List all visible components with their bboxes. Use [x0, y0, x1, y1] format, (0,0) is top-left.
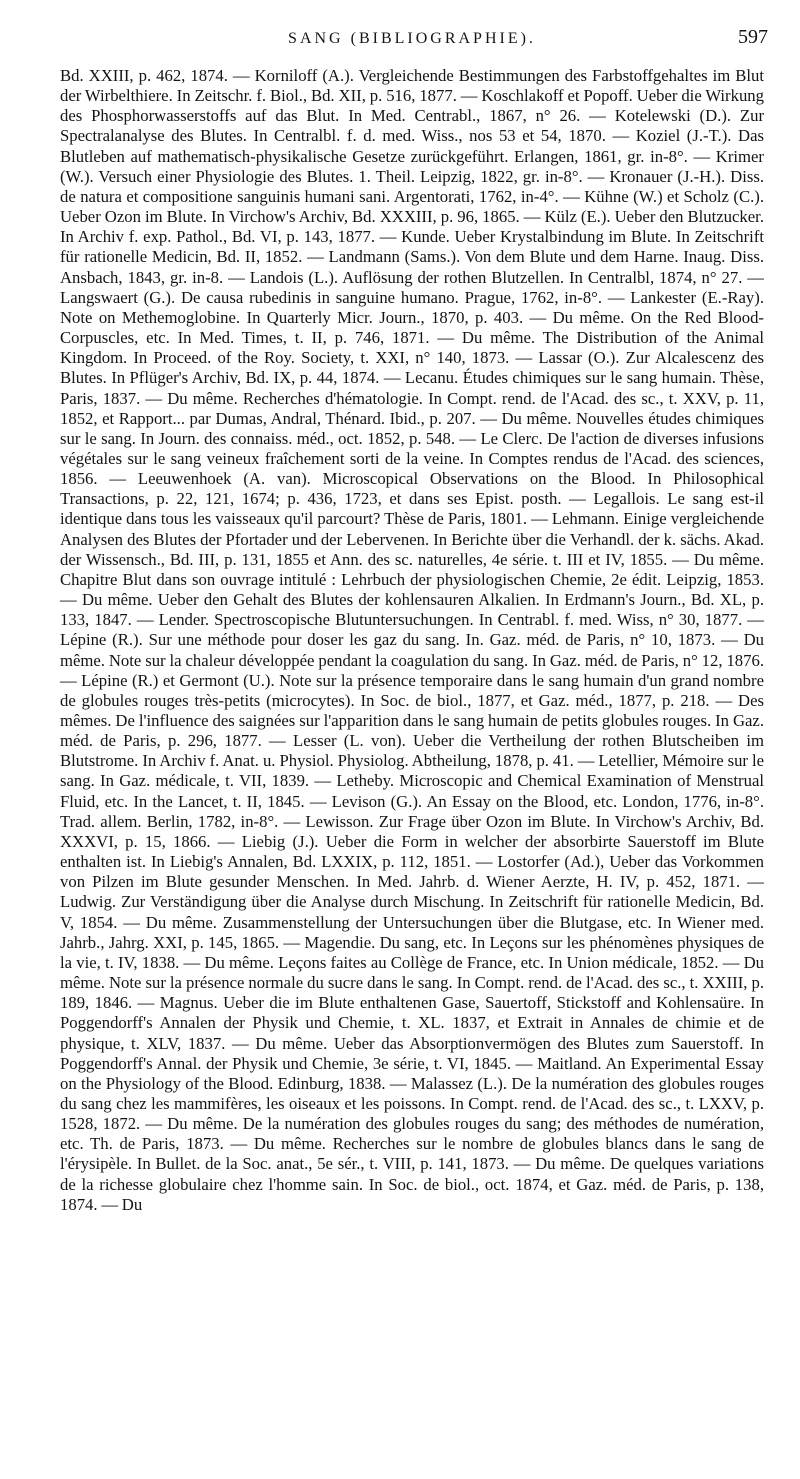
- page-header: [60, 26, 768, 66]
- bibliography-text: [60, 66, 764, 1215]
- page-number: 597: [738, 26, 768, 48]
- running-title: SANG (BIBLIOGRAPHIE).: [288, 30, 536, 47]
- bibliography-paragraph: Bd. XXIII, p. 462, 1874. — Korniloff (A.). Vergleichende Bestimmungen des Farbstoffgehaltes im Blut der Wirbelthiere. In Zeitschr. f. Biol., Bd. XII, p. 516, 1877. — Koschlakoff et Popoff. Ueber die Wirkung des Phosphorwasserstoffs auf das Blut. In Med. Centrabl., 1867, n° 26. — Kotelewski (D.). Zur Spectralanalyse des Blutes. In Centralbl. f. d. med. Wiss., nos 53 et 54, 1870. — Koziel (J.-T.). Das Blutleben auf mathematisch-physikalische Gesetze zurückgeführt. Erlangen, 1861, gr. in-8°. — Krimer (W.). Versuch einer Physiologie des Blutes. 1. Theil. Leipzig, 1822, gr. in-8°. — Kronauer (J.-H.). Diss. de natura et compositione sanguinis humani sani. Argentorati, 1762, in-4°. — Kühne (W.) et Scholz (C.). Ueber Ozon im Blute. In Virchow's Archiv, Bd. XXXIII, p. 96, 1865. — Külz (E.). Ueber den Blutzucker. In Archiv f. exp. Pathol., Bd. VI, p. 143, 1877. — Kunde. Ueber Krystalbindung im Blute. In Zeitschrift für rationelle Medicin, Bd. II, 1852. — Landmann (Sams.). Von dem Blute und dem Harne. Inaug. Diss. Ansbach, 1843, gr. in-8. — Landois (L.). Auflösung der rothen Blutzellen. In Centralbl, 1874, n° 27. — Langswaert (G.). De causa rubedinis in sanguine humano. Prague, 1762, in-8°. — Lankester (E.-Ray). Note on Methemoglobine. In Quarterly Micr. Journ., 1870, p. 403. — Du même. On the Red Blood-Corpuscles, etc. In Med. Times, t. II, p. 746, 1871. — Du même. The Distribution of the Animal Kingdom. In Proceed. of the Roy. Society, t. XXI, n° 140, 1873. — Lassar (O.). Zur Alcalescenz des Blutes. In Pflüger's Archiv, Bd. IX, p. 44, 1874. — Lecanu. Études chimiques sur le sang humain. Thèse, Paris, 1837. — Du même. Recherches d'hématologie. In Compt. rend. de l'Acad. des sc., t. XXV, p. 11, 1852, et Rapport... par Dumas, Andral, Thénard. Ibid., p. 207. — Du même. Nouvelles études chimiques sur le sang. In Journ. des connaiss. méd., oct. 1852, p. 548. — Le Clerc. De l'action de diverses infusions végétales sur le sang veineux fraîchement sorti de la veine. In Comptes rendus de l'Acad. des sciences, 1856. — Leeuwenhoek (A. van). Microscopical Observations on the Blood. In Philosophical Transactions, p. 22, 121, 1674; p. 436, 1723, et dans ses Epist. posth. — Legallois. Le sang est-il identique dans tous les vaisseaux qu'il parcourt? Thèse de Paris, 1801. — Lehmann. Einige vergleichende Analysen des Blutes der Pfortader und der Lebervenen. In Berichte über die Verhandl. der k. sächs. Akad. der Wissensch., Bd. III, p. 131, 1855 et Ann. des sc. naturelles, 4e série. t. III et IV, 1855. — Du même. Chapitre Blut dans son ouvrage intitulé : Lehrbuch der physiologischen Chemie, 2e édit. Leipzig, 1853. — Du même. Ueber den Gehalt des Blutes der kohlensauren Alkalien. In Erdmann's Journ., Bd. XL, p. 133, 1847. — Lender. Spectroscopische Blutuntersuchungen. In Centrabl. f. med. Wiss, n° 30, 1877. — Lépine (R.). Sur une méthode pour doser les gaz du sang. In. Gaz. méd. de Paris, n° 10, 1873. — Du même. Note sur la chaleur développée pendant la coagulation du sang. In Gaz. méd. de Paris, n° 12, 1876. — Lépine (R.) et Germont (U.). Note sur la présence temporaire dans le sang humain d'un grand nombre de globules rouges très-petits (microcytes). In Soc. de biol., 1877, et Gaz. méd., 1877, p. 218. — Des mêmes. De l'influence des saignées sur l'apparition dans le sang humain de petits globules rouges. In Gaz. méd. de Paris, p. 296, 1877. — Lesser (L. von). Ueber die Vertheilung der rothen Blutscheiben im Blutstrome. In Archiv f. Anat. u. Physiol. Physiolog. Abtheilung, 1878, p. 41. — Letellier, Mémoire sur le sang. In Gaz. médicale, t. VII, 1839. — Letheby. Microscopic and Chemical Examination of Menstrual Fluid, etc. In the Lancet, t. II, 1845. — Levison (G.). An Essay on the Blood, etc. London, 1776, in-8°. Trad. allem. Berlin, 1782, in-8°. — Lewisson. Zur Frage über Ozon im Blute. In Virchow's Archiv, Bd. XXXVI, p. 15, 1866. — Liebig (J.). Ueber die Form in welcher der absorbirte Sauerstoff im Blute enthalten ist. In Liebig's Annalen, Bd. LXXIX, p. 112, 1851. — Lostorfer (Ad.), Ueber das Vorkommen von Pilzen im Blute gesunder Menschen. In Med. Jahrb. d. Wiener Aerzte, H. IV, p. 452, 1871. — Ludwig. Zur Verständigung über die Analyse durch Mischung. In Zeitschrift für rationelle Medicin, Bd. V, 1854. — Du même. Zusammenstellung der Untersuchungen über die Blutgase, etc. In Wiener med. Jahrb., Jahrg. XXI, p. 145, 1865. — Magendie. Du sang, etc. In Leçons sur les phénomènes physiques de la vie, t. IV, 1838. — Du même. Leçons faites au Collège de France, etc. In Union médicale, 1852. — Du même. Note sur la présence normale du sucre dans le sang. In Compt. rend. de l'Acad. des sc., t. XXIII, p. 189, 1846. — Magnus. Ueber die im Blute enthaltenen Gase, Sauertoff, Stickstoff and Kohlensaüre. In Poggendorff's Annalen der Physik und Chemie, t. XL. 1837, et Extrait in Annales de chimie et de physique, t. XLV, 1837. — Du même. Ueber das Absorptionvermögen des Blutes zum Sauerstoff. In Poggendorff's Annal. der Physik und Chemie, 3e série, t. VI, 1845. — Maitland. An Experimental Essay on the Physiology of the Blood. Edinburg, 1838. — Malassez (L.). De la numération des globules rouges du sang chez les mammifères, les oiseaux et les poissons. In Compt. rend. de l'Acad. des sc., t. LXXV, p. 1528, 1872. — Du même. De la numération des globules rouges du sang; des méthodes de numération, etc. Th. de Paris, 1873. — Du même. Recherches sur le nombre de globules blancs dans le sang de l'érysipèle. In Bullet. de la Soc. anat., 5e sér., t. VIII, p. 141, 1873. — Du même. De quelques variations de la richesse globulaire chez l'homme sain. In Soc. de biol., oct. 1874, et Gaz. méd. de Paris, p. 138, 1874. — Du: [60, 66, 764, 1214]
